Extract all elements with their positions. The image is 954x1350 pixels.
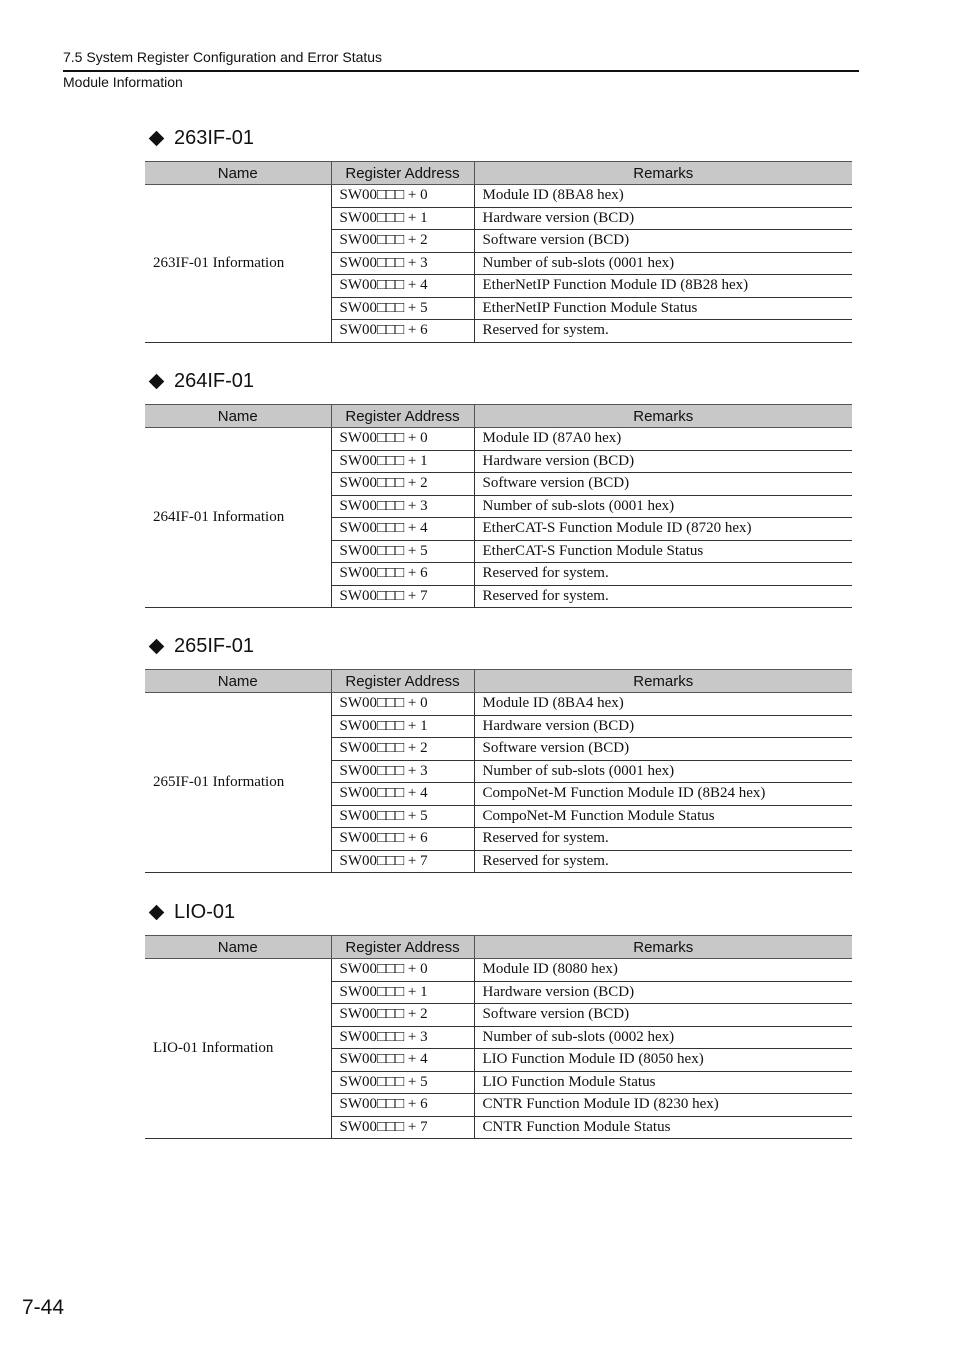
remarks-cell: CompoNet-M Function Module Status <box>474 805 852 828</box>
remarks-cell: Number of sub-slots (0002 hex) <box>474 1026 852 1049</box>
remarks-cell: Software version (BCD) <box>474 230 852 253</box>
column-header: Register Address <box>331 670 474 693</box>
column-header: Name <box>145 936 331 959</box>
register-address-cell: SW00□□□ + 3 <box>331 1026 474 1049</box>
register-address-cell: SW00□□□ + 5 <box>331 805 474 828</box>
running-header-subsection: Module Information <box>63 74 183 90</box>
register-address-cell: SW00□□□ + 2 <box>331 738 474 761</box>
register-address-cell: SW00□□□ + 5 <box>331 1071 474 1094</box>
remarks-cell: Module ID (8BA4 hex) <box>474 693 852 716</box>
column-header: Remarks <box>474 936 852 959</box>
register-address-cell: SW00□□□ + 3 <box>331 495 474 518</box>
remarks-cell: Software version (BCD) <box>474 738 852 761</box>
register-table-section <box>145 125 852 343</box>
remarks-cell: Software version (BCD) <box>474 1004 852 1027</box>
remarks-cell: EtherNetIP Function Module ID (8B28 hex) <box>474 275 852 298</box>
remarks-cell: LIO Function Module Status <box>474 1071 852 1094</box>
register-address-cell: SW00□□□ + 2 <box>331 230 474 253</box>
register-address-cell: SW00□□□ + 7 <box>331 850 474 873</box>
section-title: 265IF-01 <box>174 634 255 657</box>
column-header: Name <box>145 670 331 693</box>
table-row <box>145 959 852 982</box>
remarks-cell: Number of sub-slots (0001 hex) <box>474 252 852 275</box>
register-address-cell: SW00□□□ + 5 <box>331 297 474 320</box>
register-address-cell: SW00□□□ + 0 <box>331 428 474 451</box>
remarks-cell: EtherNetIP Function Module Status <box>474 297 852 320</box>
register-address-cell: SW00□□□ + 3 <box>331 760 474 783</box>
remarks-cell: Number of sub-slots (0001 hex) <box>474 760 852 783</box>
page-number: 7-44 <box>22 1296 65 1319</box>
module-name-cell: 263IF-01 Information <box>145 185 331 343</box>
section-heading <box>147 125 852 151</box>
diamond-bullet-icon <box>149 373 165 389</box>
register-address-cell: SW00□□□ + 6 <box>331 563 474 586</box>
register-address-cell: SW00□□□ + 1 <box>331 981 474 1004</box>
remarks-cell: Reserved for system. <box>474 320 852 343</box>
register-address-cell: SW00□□□ + 1 <box>331 450 474 473</box>
register-table-section <box>145 633 852 873</box>
remarks-cell: CNTR Function Module ID (8230 hex) <box>474 1094 852 1117</box>
register-address-cell: SW00□□□ + 7 <box>331 585 474 608</box>
diamond-bullet-icon <box>149 130 165 146</box>
remarks-cell: Reserved for system. <box>474 850 852 873</box>
module-name-cell: 265IF-01 Information <box>145 693 331 873</box>
remarks-cell: Module ID (87A0 hex) <box>474 428 852 451</box>
remarks-cell: LIO Function Module ID (8050 hex) <box>474 1049 852 1072</box>
section-heading <box>147 368 852 394</box>
register-table <box>145 935 852 1139</box>
running-header-section: 7.5 System Register Configuration and Error Status <box>63 49 383 65</box>
register-address-cell: SW00□□□ + 1 <box>331 715 474 738</box>
remarks-cell: Software version (BCD) <box>474 473 852 496</box>
register-table-section <box>145 368 852 608</box>
register-address-cell: SW00□□□ + 2 <box>331 1004 474 1027</box>
register-table <box>145 161 852 343</box>
register-table <box>145 669 852 873</box>
section-heading <box>147 633 852 659</box>
register-address-cell: SW00□□□ + 0 <box>331 959 474 982</box>
remarks-cell: Number of sub-slots (0001 hex) <box>474 495 852 518</box>
register-address-cell: SW00□□□ + 0 <box>331 185 474 208</box>
module-name-cell: 264IF-01 Information <box>145 428 331 608</box>
remarks-cell: Reserved for system. <box>474 585 852 608</box>
remarks-cell: CompoNet-M Function Module ID (8B24 hex) <box>474 783 852 806</box>
diamond-bullet-icon <box>149 638 165 654</box>
section-title: LIO-01 <box>174 900 236 923</box>
remarks-cell: Module ID (8080 hex) <box>474 959 852 982</box>
table-row <box>145 185 852 208</box>
column-header: Name <box>145 162 331 185</box>
section-title: 263IF-01 <box>174 126 255 149</box>
remarks-cell: Module ID (8BA8 hex) <box>474 185 852 208</box>
register-address-cell: SW00□□□ + 4 <box>331 1049 474 1072</box>
register-address-cell: SW00□□□ + 5 <box>331 540 474 563</box>
register-address-cell: SW00□□□ + 6 <box>331 1094 474 1117</box>
table-row <box>145 428 852 451</box>
register-address-cell: SW00□□□ + 6 <box>331 828 474 851</box>
module-name-cell: LIO-01 Information <box>145 959 331 1139</box>
remarks-cell: Hardware version (BCD) <box>474 981 852 1004</box>
remarks-cell: EtherCAT-S Function Module Status <box>474 540 852 563</box>
column-header: Remarks <box>474 670 852 693</box>
remarks-cell: Reserved for system. <box>474 563 852 586</box>
column-header: Remarks <box>474 405 852 428</box>
register-table <box>145 404 852 608</box>
register-address-cell: SW00□□□ + 6 <box>331 320 474 343</box>
remarks-cell: CNTR Function Module Status <box>474 1116 852 1139</box>
register-address-cell: SW00□□□ + 4 <box>331 275 474 298</box>
remarks-cell: Reserved for system. <box>474 828 852 851</box>
header-rule <box>63 70 859 72</box>
register-address-cell: SW00□□□ + 3 <box>331 252 474 275</box>
column-header: Register Address <box>331 405 474 428</box>
register-address-cell: SW00□□□ + 0 <box>331 693 474 716</box>
section-heading <box>147 899 852 925</box>
register-address-cell: SW00□□□ + 2 <box>331 473 474 496</box>
remarks-cell: Hardware version (BCD) <box>474 450 852 473</box>
register-address-cell: SW00□□□ + 4 <box>331 518 474 541</box>
remarks-cell: Hardware version (BCD) <box>474 207 852 230</box>
remarks-cell: Hardware version (BCD) <box>474 715 852 738</box>
remarks-cell: EtherCAT-S Function Module ID (8720 hex) <box>474 518 852 541</box>
column-header: Remarks <box>474 162 852 185</box>
register-address-cell: SW00□□□ + 4 <box>331 783 474 806</box>
table-row <box>145 693 852 716</box>
section-title: 264IF-01 <box>174 369 255 392</box>
column-header: Register Address <box>331 162 474 185</box>
register-address-cell: SW00□□□ + 1 <box>331 207 474 230</box>
column-header: Name <box>145 405 331 428</box>
column-header: Register Address <box>331 936 474 959</box>
register-table-section <box>145 899 852 1139</box>
register-address-cell: SW00□□□ + 7 <box>331 1116 474 1139</box>
diamond-bullet-icon <box>149 904 165 920</box>
